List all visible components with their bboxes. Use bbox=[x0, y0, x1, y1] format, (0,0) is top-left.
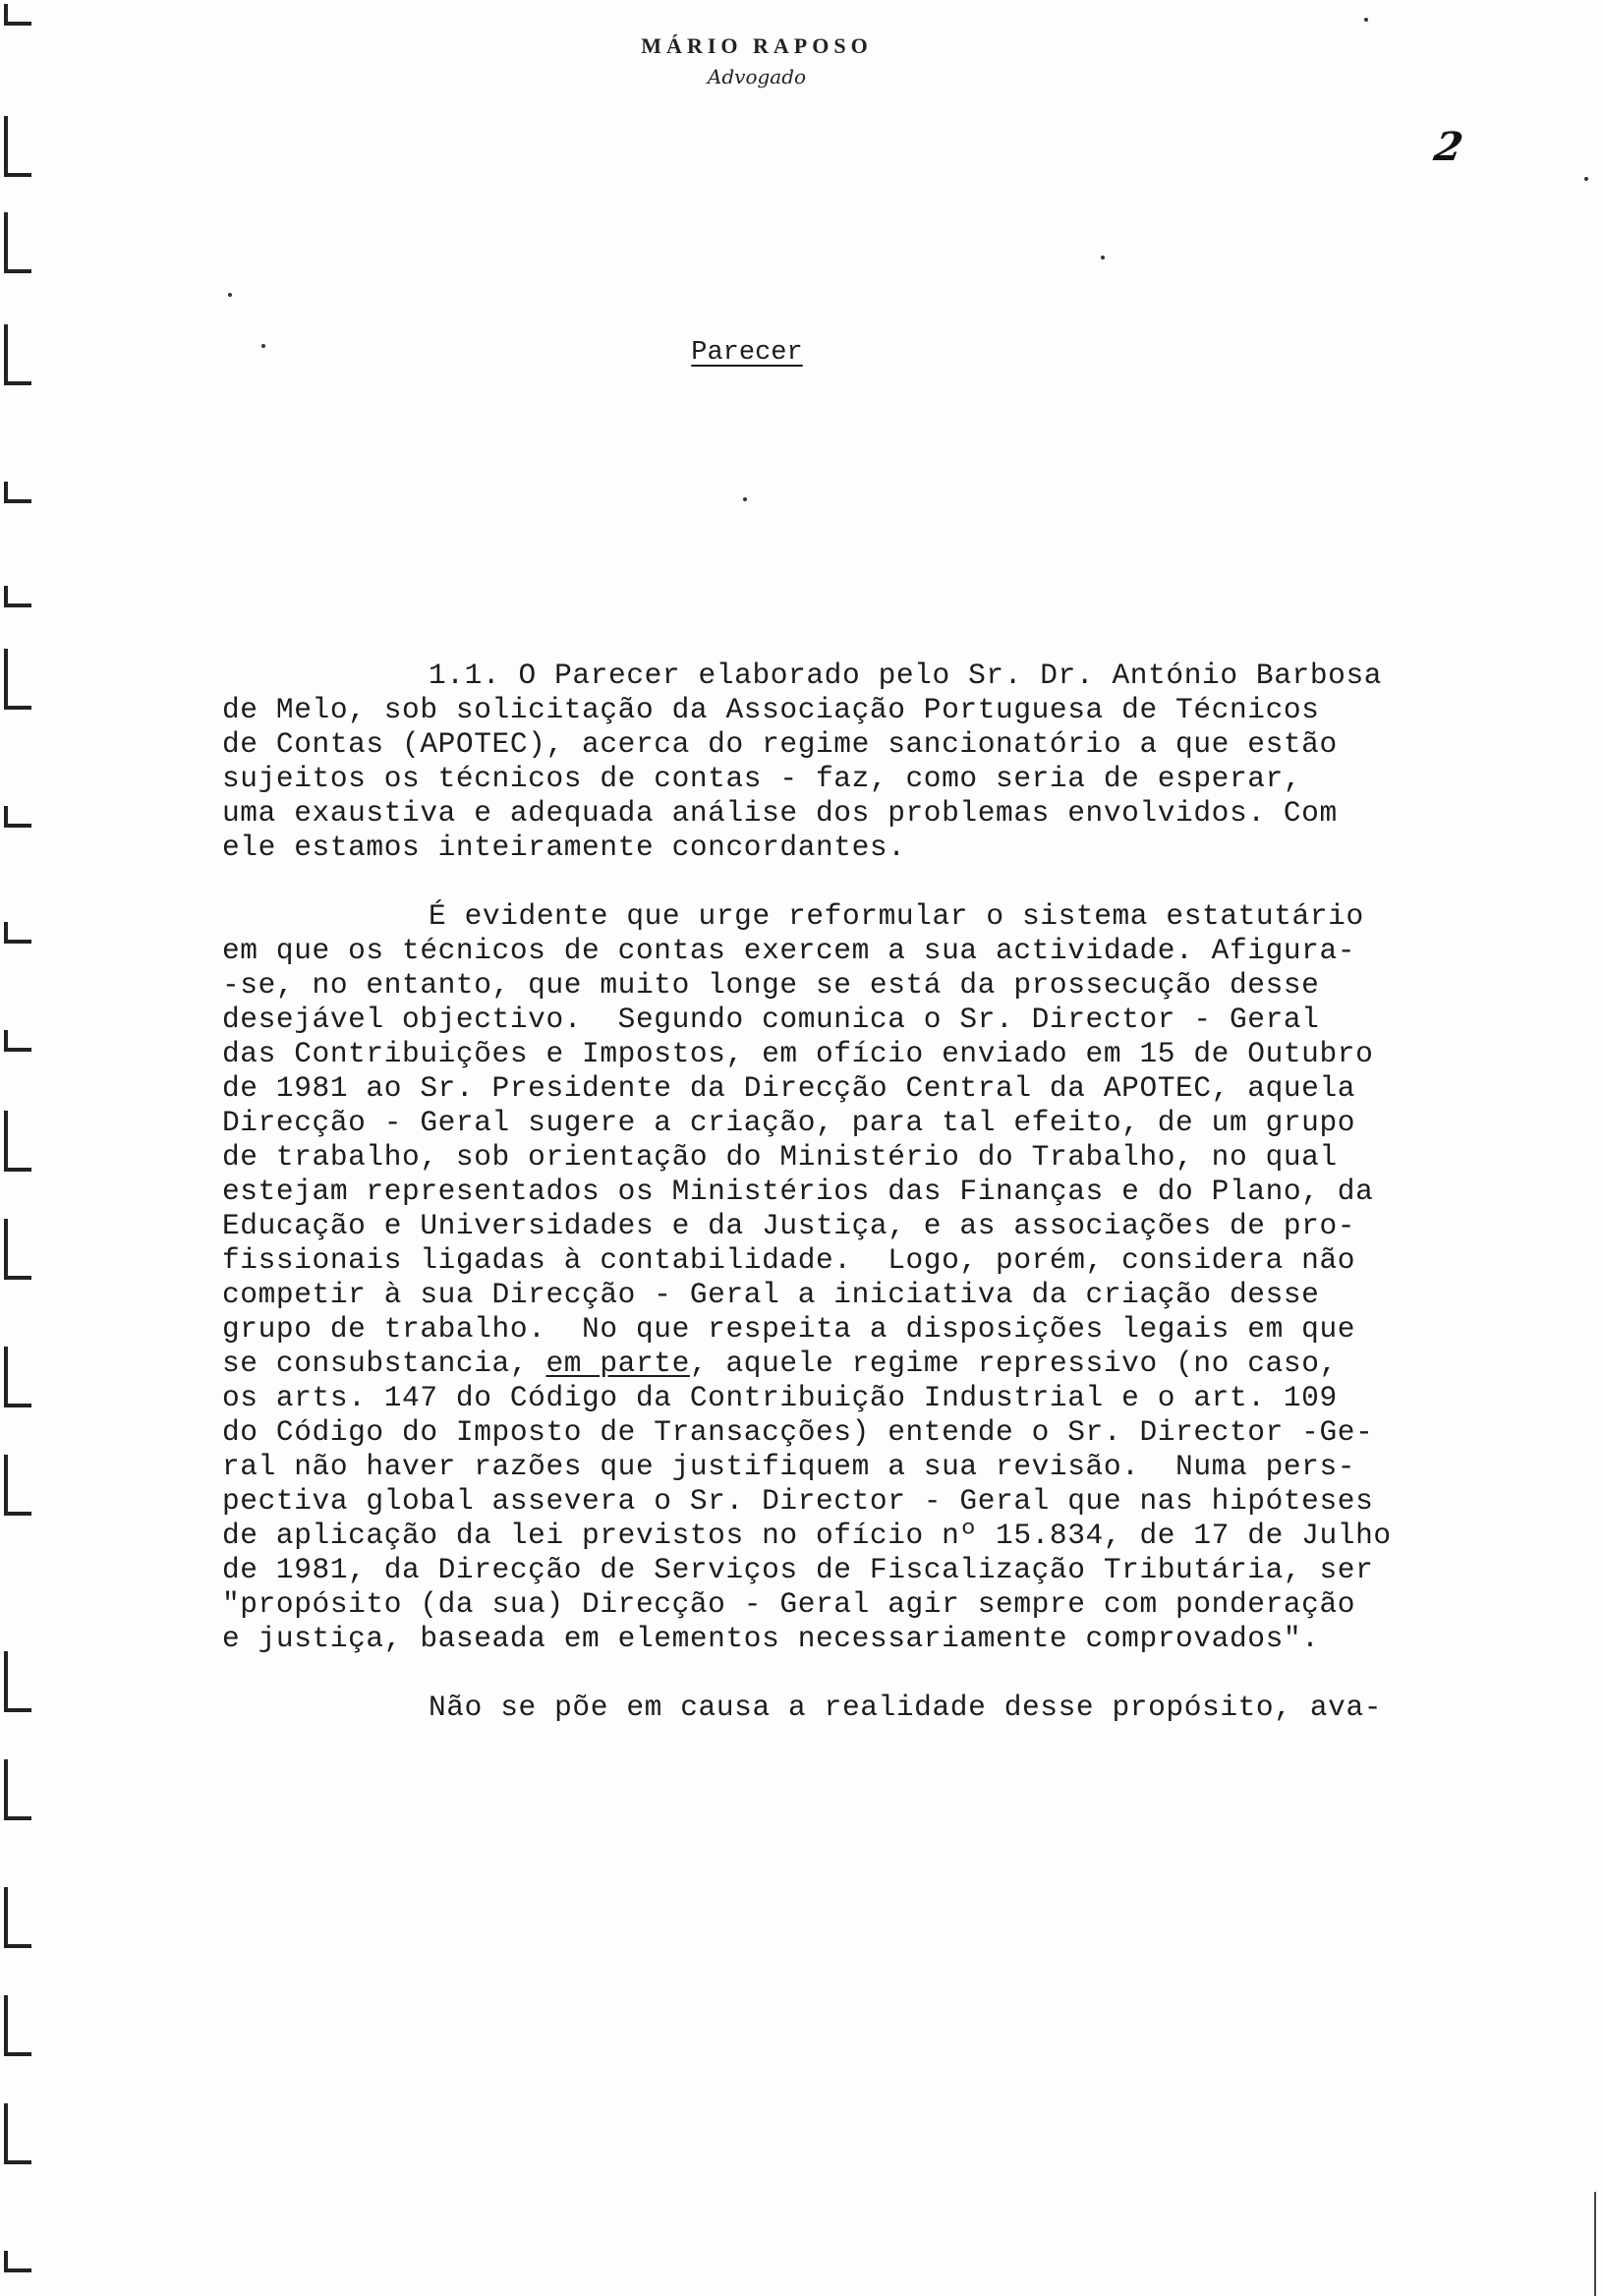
letterhead-name: MÁRIO RAPOSO bbox=[641, 33, 873, 58]
scan-speck bbox=[1584, 177, 1588, 181]
margin-rule bbox=[1594, 2192, 1596, 2296]
scan-speck bbox=[1101, 256, 1105, 259]
binding-mark bbox=[4, 116, 31, 177]
binding-mark bbox=[4, 482, 31, 503]
text-line: de Melo, sob solicitação da Associação Portuguesa de Técnicos bbox=[222, 693, 1320, 726]
paragraph-3 bbox=[222, 1691, 1578, 1725]
binding-mark bbox=[4, 1651, 31, 1712]
text-line: 1.1. O Parecer elaborado pelo Sr. Dr. António Barbosa bbox=[429, 659, 1383, 692]
text-line: Direcção - Geral sugere a criação, para tal efeito, de um grupo bbox=[222, 1106, 1356, 1139]
binding-mark bbox=[4, 1030, 31, 1052]
text-line: de 1981, da Direcção de Serviços de Fiscalização Tributária, ser bbox=[222, 1553, 1374, 1586]
page-number: 2 bbox=[1430, 124, 1466, 170]
text-line: das Contribuições e Impostos, em ofício enviado em 15 de Outubro bbox=[222, 1037, 1374, 1070]
binding-mark bbox=[4, 1759, 31, 1820]
scan-speck bbox=[1364, 18, 1368, 22]
text-line: ele estamos inteiramente concordantes. bbox=[222, 831, 906, 864]
binding-mark bbox=[4, 649, 31, 710]
scan-speck bbox=[261, 344, 265, 348]
text-line: e justiça, baseada em elementos necessariamente comprovados". bbox=[222, 1622, 1320, 1655]
binding-mark bbox=[4, 1995, 31, 2056]
text-line: os arts. 147 do Código da Contribuição Industrial e o art. 109 bbox=[222, 1381, 1338, 1414]
binding-mark bbox=[4, 4, 31, 26]
text-line: fissionais ligadas à contabilidade. Logo, porém, considera não bbox=[222, 1243, 1356, 1277]
text-line: sujeitos os técnicos de contas - faz, como seria de esperar, bbox=[222, 762, 1302, 795]
binding-mark bbox=[4, 1111, 31, 1172]
binding-mark bbox=[4, 2251, 31, 2272]
text-line-with-underline bbox=[222, 1347, 1578, 1381]
text-line: Educação e Universidades e da Justiça, e as associações de pro- bbox=[222, 1209, 1356, 1242]
text-line: em que os técnicos de contas exercem a sua actividade. Afigura- bbox=[222, 934, 1356, 967]
text-line: -se, no entanto, que muito longe se está da prossecução desse bbox=[222, 968, 1320, 1002]
text-line: ral não haver razões que justifiquem a sua revisão. Numa pers- bbox=[222, 1450, 1356, 1483]
text-line: de Contas (APOTEC), acerca do regime sancionatório a que estão bbox=[222, 727, 1338, 761]
binding-mark bbox=[4, 1347, 31, 1407]
paragraph-1 bbox=[222, 659, 1578, 865]
scan-speck bbox=[228, 293, 232, 297]
text-line: do Código do Imposto de Transacções) entende o Sr. Director -Ge- bbox=[222, 1415, 1374, 1449]
text-line: uma exaustiva e adequada análise dos problemas envolvidos. Com bbox=[222, 796, 1338, 830]
text-line: Não se põe em causa a realidade desse propósito, ava- bbox=[429, 1691, 1383, 1724]
letterhead-role: Advogado bbox=[707, 65, 807, 88]
binding-mark bbox=[4, 1887, 31, 1948]
text-line: de 1981 ao Sr. Presidente da Direcção Central da APOTEC, aquela bbox=[222, 1071, 1356, 1105]
binding-mark bbox=[4, 1455, 31, 1516]
text-line: grupo de trabalho. No que respeita a disposições legais em que bbox=[222, 1312, 1356, 1346]
document-title: Parecer bbox=[691, 338, 803, 368]
scan-speck bbox=[743, 497, 747, 501]
binding-mark bbox=[4, 324, 31, 385]
document-body bbox=[222, 659, 1578, 1725]
binding-mark bbox=[4, 1219, 31, 1280]
paragraph-2 bbox=[222, 899, 1578, 1656]
text-line: É evidente que urge reformular o sistema estatutário bbox=[429, 899, 1364, 933]
text-line: competir à sua Direcção - Geral a iniciativa da criação desse bbox=[222, 1278, 1320, 1311]
binding-mark bbox=[4, 2103, 31, 2164]
binding-mark bbox=[4, 922, 31, 944]
text-segment: se consubstancia, bbox=[222, 1347, 546, 1380]
text-segment: , aquele regime repressivo (no caso, bbox=[689, 1347, 1338, 1380]
text-line: estejam representados os Ministérios das Finanças e do Plano, da bbox=[222, 1175, 1374, 1208]
binding-mark bbox=[4, 586, 31, 607]
text-line: de trabalho, sob orientação do Ministério do Trabalho, no qual bbox=[222, 1140, 1338, 1174]
binding-mark bbox=[4, 806, 31, 828]
underlined-phrase: em parte bbox=[545, 1347, 690, 1380]
text-line: desejável objectivo. Segundo comunica o Sr. Director - Geral bbox=[222, 1003, 1320, 1036]
text-line: de aplicação da lei previstos no ofício nº 15.834, de 17 de Julho bbox=[222, 1519, 1392, 1552]
binding-mark bbox=[4, 212, 31, 273]
text-line: "propósito (da sua) Direcção - Geral agir sempre com ponderação bbox=[222, 1587, 1356, 1621]
text-line: pectiva global assevera o Sr. Director - Geral que nas hipóteses bbox=[222, 1484, 1374, 1518]
